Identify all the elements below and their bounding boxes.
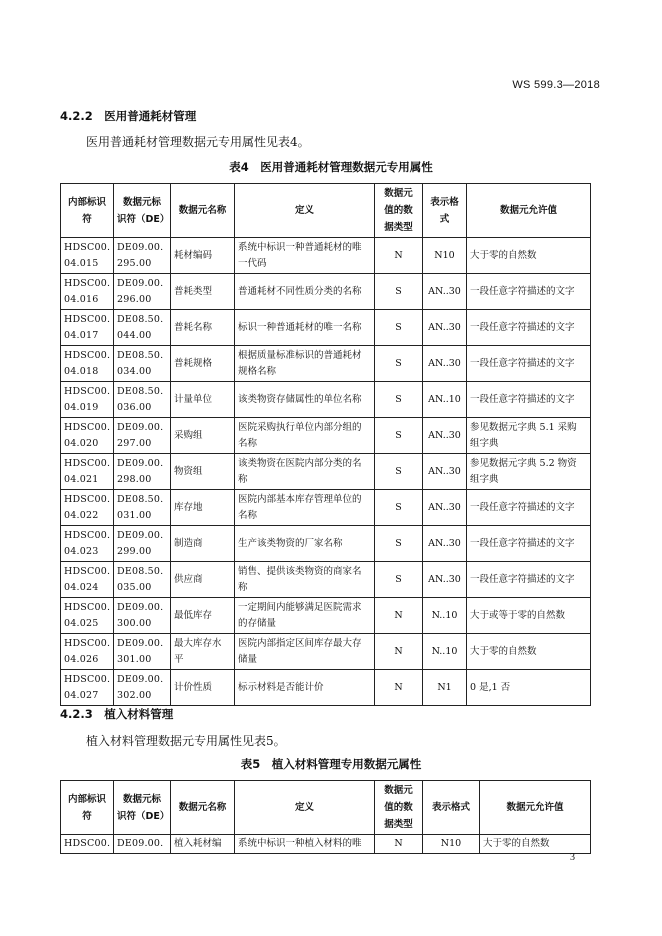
column-header-name: 数据元名称: [171, 781, 235, 835]
table-row: [61, 382, 591, 418]
cell-de-id: DE09.00. 299.00: [114, 526, 171, 562]
cell-allowed-values: 一段任意字符描述的文字: [467, 562, 591, 598]
page-number: 3: [570, 852, 575, 863]
column-header-format: 表示格 式: [423, 184, 467, 238]
cell-name: 制造商: [171, 526, 235, 562]
cell-format: N..10: [423, 634, 467, 670]
cell-name: 最低库存: [171, 598, 235, 634]
cell-de-id: DE08.50. 034.00: [114, 346, 171, 382]
table-4-caption: 表4 医用普通耗材管理数据元专用属性: [229, 160, 433, 174]
cell-name: 最大库存水 平: [171, 634, 235, 670]
cell-name: 普耗名称: [171, 310, 235, 346]
section-heading-4-2-2: 4.2.2 医用普通耗材管理: [60, 109, 197, 123]
cell-definition: 生产该类物资的厂家名称: [235, 526, 375, 562]
cell-allowed-values: 大于零的自然数: [467, 634, 591, 670]
cell-name: 库存地: [171, 490, 235, 526]
cell-value-type: S: [375, 562, 423, 598]
cell-format: AN..30: [423, 346, 467, 382]
cell-name: 计量单位: [171, 382, 235, 418]
cell-allowed-values: 一段任意字符描述的文字: [467, 490, 591, 526]
table-row: [61, 562, 591, 598]
table-row: [61, 490, 591, 526]
cell-definition: 该类物资在医院内部分类的名 称: [235, 454, 375, 490]
cell-internal-id: HDSC00. 04.027: [61, 670, 114, 706]
cell-value-type: S: [375, 310, 423, 346]
cell-allowed-values: 一段任意字符描述的文字: [467, 346, 591, 382]
cell-allowed-values: 一段任意字符描述的文字: [467, 310, 591, 346]
cell-de-id: DE09.00.: [114, 835, 171, 854]
cell-definition: 标识一种普通耗材的唯一名称: [235, 310, 375, 346]
cell-definition: 销售、提供该类物资的商家名 称: [235, 562, 375, 598]
cell-de-id: DE09.00. 295.00: [114, 238, 171, 274]
section-heading-4-2-3: 4.2.3 植入材料管理: [60, 707, 174, 721]
column-header-de-id: 数据元标 识符（DE）: [114, 184, 171, 238]
table-4-header-row: [61, 184, 591, 238]
cell-format: N..10: [423, 598, 467, 634]
column-header-allowed-values: 数据元允许值: [467, 184, 591, 238]
cell-internal-id: HDSC00. 04.021: [61, 454, 114, 490]
cell-allowed-values: 参见数据元字典 5.2 物资 组字典: [467, 454, 591, 490]
cell-name: 物资组: [171, 454, 235, 490]
cell-format: AN..30: [423, 310, 467, 346]
table-5-caption: 表5 植入材料管理专用数据元属性: [240, 757, 422, 771]
cell-definition: 医院内部基本库存管理单位的 名称: [235, 490, 375, 526]
column-header-definition: 定义: [235, 184, 375, 238]
cell-definition: 系统中标识一种普通耗材的唯 一代码: [235, 238, 375, 274]
cell-allowed-values: 大于零的自然数: [480, 835, 591, 854]
cell-definition: 医院采购执行单位内部分组的 名称: [235, 418, 375, 454]
table-row: [61, 238, 591, 274]
cell-de-id: DE08.50. 036.00: [114, 382, 171, 418]
cell-internal-id: HDSC00. 04.018: [61, 346, 114, 382]
cell-name: 采购组: [171, 418, 235, 454]
column-header-definition: 定义: [235, 781, 375, 835]
cell-format: N10: [423, 238, 467, 274]
cell-value-type: S: [375, 490, 423, 526]
table-row: [61, 418, 591, 454]
table-row: [61, 310, 591, 346]
column-header-de-id: 数据元标 识符（DE）: [114, 781, 171, 835]
cell-internal-id: HDSC00. 04.016: [61, 274, 114, 310]
table-row: [61, 670, 591, 706]
cell-format: AN..30: [423, 274, 467, 310]
cell-format: AN..30: [423, 418, 467, 454]
table-row: [61, 526, 591, 562]
cell-de-id: DE09.00. 300.00: [114, 598, 171, 634]
cell-allowed-values: 大于或等于零的自然数: [467, 598, 591, 634]
cell-internal-id: HDSC00. 04.020: [61, 418, 114, 454]
cell-definition: 系统中标识一种植入材料的唯: [235, 835, 375, 854]
cell-name: 植入耗材编: [171, 835, 235, 854]
cell-internal-id: HDSC00. 04.015: [61, 238, 114, 274]
cell-format: AN..10: [423, 382, 467, 418]
cell-format: AN..30: [423, 490, 467, 526]
cell-de-id: DE09.00. 302.00: [114, 670, 171, 706]
cell-internal-id: HDSC00.: [61, 835, 114, 854]
cell-internal-id: HDSC00. 04.026: [61, 634, 114, 670]
cell-internal-id: HDSC00. 04.023: [61, 526, 114, 562]
cell-name: 普耗规格: [171, 346, 235, 382]
cell-name: 供应商: [171, 562, 235, 598]
cell-de-id: DE09.00. 296.00: [114, 274, 171, 310]
cell-value-type: N: [375, 598, 423, 634]
column-header-internal-id: 内部标识 符: [61, 781, 114, 835]
cell-definition: 一定期间内能够满足医院需求 的存储量: [235, 598, 375, 634]
cell-internal-id: HDSC00. 04.025: [61, 598, 114, 634]
cell-internal-id: HDSC00. 04.022: [61, 490, 114, 526]
column-header-internal-id: 内部标识 符: [61, 184, 114, 238]
cell-value-type: N: [375, 238, 423, 274]
table-row: [61, 835, 591, 854]
cell-value-type: S: [375, 526, 423, 562]
cell-definition: 普通耗材不同性质分类的名称: [235, 274, 375, 310]
table-5-header-row: [61, 781, 591, 835]
cell-internal-id: HDSC00. 04.019: [61, 382, 114, 418]
table-row: [61, 454, 591, 490]
cell-definition: 根据质量标准标识的普通耗材 规格名称: [235, 346, 375, 382]
cell-de-id: DE08.50. 031.00: [114, 490, 171, 526]
column-header-allowed-values: 数据元允许值: [480, 781, 591, 835]
cell-definition: 标示材料是否能计价: [235, 670, 375, 706]
cell-format: N10: [423, 835, 480, 854]
column-header-value-type: 数据元 值的数 据类型: [375, 184, 423, 238]
cell-de-id: DE08.50. 035.00: [114, 562, 171, 598]
column-header-format: 表示格式: [423, 781, 480, 835]
cell-name: 计价性质: [171, 670, 235, 706]
cell-value-type: N: [375, 835, 423, 854]
table-row: [61, 598, 591, 634]
cell-de-id: DE09.00. 298.00: [114, 454, 171, 490]
cell-allowed-values: 一段任意字符描述的文字: [467, 526, 591, 562]
table-row: [61, 346, 591, 382]
cell-format: N1: [423, 670, 467, 706]
cell-name: 耗材编码: [171, 238, 235, 274]
cell-de-id: DE09.00. 301.00: [114, 634, 171, 670]
cell-value-type: N: [375, 634, 423, 670]
document-code: WS 599.3—2018: [512, 79, 600, 91]
table-row: [61, 274, 591, 310]
table-4: [60, 183, 591, 706]
cell-value-type: S: [375, 382, 423, 418]
cell-value-type: N: [375, 670, 423, 706]
column-header-name: 数据元名称: [171, 184, 235, 238]
cell-de-id: DE08.50. 044.00: [114, 310, 171, 346]
cell-allowed-values: 一段任意字符描述的文字: [467, 382, 591, 418]
cell-definition: 医院内部指定区间库存最大存 储量: [235, 634, 375, 670]
cell-format: AN..30: [423, 562, 467, 598]
cell-allowed-values: 大于零的自然数: [467, 238, 591, 274]
cell-internal-id: HDSC00. 04.024: [61, 562, 114, 598]
cell-name: 普耗类型: [171, 274, 235, 310]
cell-value-type: S: [375, 346, 423, 382]
cell-value-type: S: [375, 274, 423, 310]
cell-allowed-values: 参见数据元字典 5.1 采购 组字典: [467, 418, 591, 454]
table-5: [60, 780, 591, 854]
table-row: [61, 634, 591, 670]
cell-de-id: DE09.00. 297.00: [114, 418, 171, 454]
section-intro-4-2-3: 植入材料管理数据元专用属性见表5。: [86, 734, 286, 748]
cell-definition: 该类物资存储属性的单位名称: [235, 382, 375, 418]
cell-allowed-values: 0 是,1 否: [467, 670, 591, 706]
cell-value-type: S: [375, 454, 423, 490]
cell-format: AN..30: [423, 526, 467, 562]
cell-value-type: S: [375, 418, 423, 454]
cell-internal-id: HDSC00. 04.017: [61, 310, 114, 346]
column-header-value-type: 数据元 值的数 据类型: [375, 781, 423, 835]
cell-format: AN..30: [423, 454, 467, 490]
cell-allowed-values: 一段任意字符描述的文字: [467, 274, 591, 310]
section-intro-4-2-2: 医用普通耗材管理数据元专用属性见表4。: [86, 135, 310, 149]
